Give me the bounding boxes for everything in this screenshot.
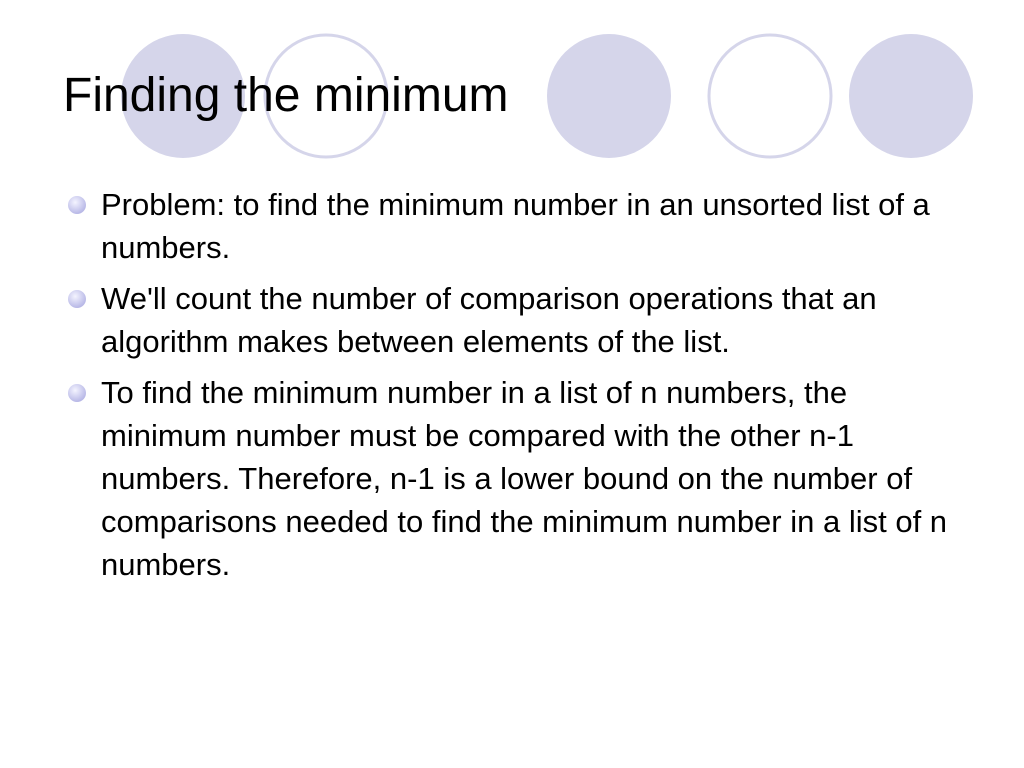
bullet-text: We'll count the number of comparison operations that an algorithm makes between elements of the list. — [101, 281, 877, 359]
bullet-text: Problem: to find the minimum number in an unsorted list of a numbers. — [101, 187, 930, 265]
slide-title: Finding the minimum — [63, 69, 509, 122]
bullet-dot-icon — [67, 289, 87, 309]
bullet-item — [101, 371, 961, 586]
filled-circle — [547, 34, 671, 158]
bullet-dot-icon — [67, 195, 87, 215]
outline-circle — [709, 35, 831, 157]
filled-circle — [849, 34, 973, 158]
bullet-text: To find the minimum number in a list of n numbers, the minimum number must be compared with the other n-1 numbers. Therefore, n-1 is a lower bound on the number of comparisons needed to find the minimum number in a list of n numbers. — [101, 375, 948, 582]
bullet-item — [101, 183, 961, 269]
bullet-dot-icon — [67, 383, 87, 403]
bullet-list — [101, 183, 961, 594]
bullet-item — [101, 277, 961, 363]
